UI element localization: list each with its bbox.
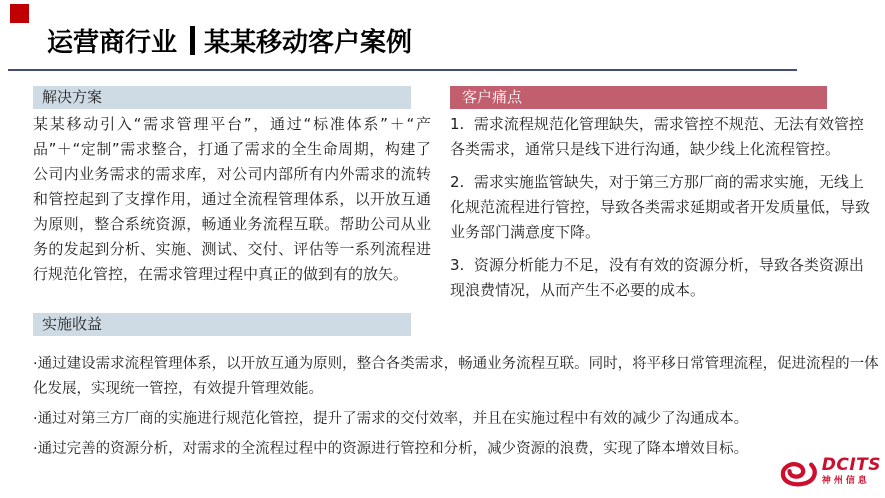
- dcits-logo-name: DCITS: [821, 455, 881, 475]
- benefit-item: ·通过建设需求流程管理体系，以开放互通为原则，整合各类需求，畅通业务流程互联。同时，将平移日常管理流程，促进流程的一体化发展，实现统一管控，有效提升管理效能。: [33, 356, 879, 397]
- page-title-suffix: 某某移动客户案例: [204, 28, 413, 58]
- solution-section-header: 解决方案: [33, 86, 411, 109]
- pain-point-item: 3. 资源分析能力不足，没有有效的资源分析，导致各类资源出现浪费情况，从而产生不必要的成本。: [450, 256, 864, 299]
- benefit-item: ·通过对第三方厂商的实施进行规范化管控，提升了需求的交付效率，并且在实施过程中有效的减少了沟通成本。: [33, 411, 749, 427]
- title-divider: [190, 26, 195, 55]
- pain-point-item: 1. 需求流程规范化管理缺失，需求管控不规范、无法有效管控各类需求，通常只是线下进行沟通，缺少线上化流程管控。: [450, 115, 864, 158]
- pain-points-section-header: 客户痛点: [450, 86, 827, 109]
- pain-points-list: [450, 112, 876, 311]
- page-title-prefix: 运营商行业: [47, 28, 178, 58]
- dcits-logo: [777, 457, 881, 490]
- dcits-swirl-icon: [777, 458, 819, 490]
- pain-point-item: 2. 需求实施监管缺失，对于第三方那厂商的需求实施，无线上化规范流程进行管控，导致各类需求延期或者开发质量低，导致业务部门满意度下降。: [450, 173, 871, 241]
- page-title: [47, 22, 412, 59]
- title-rule: [8, 69, 797, 71]
- benefit-item: ·通过完善的资源分析，对需求的全流程过程中的资源进行管控和分析，减少资源的浪费，实现了降本增效目标。: [33, 441, 749, 457]
- solution-body-text: 某某移动引入“需求管理平台”，通过“标准体系”＋“产品”＋“定制”需求整合，打通了需求的全生命周期，构建了公司内业务需求的需求库，对公司内部所有内外需求的流转和管控起到了支撑作用，通过全流程管理体系，以开放互通为原则，整合系统资源，畅通业务流程互联。帮助公司从业务的发起到分析、实施、测试、交付、评估等一系列流程进行规范化管控，在需求管理过程中真正的做到有的放矢。: [33, 115, 431, 283]
- benefits-list: [33, 352, 881, 467]
- dcits-logo-text: [822, 457, 881, 486]
- accent-square: [10, 4, 29, 23]
- benefits-section-header: 实施收益: [33, 313, 411, 336]
- dcits-logo-subtitle: 神州信息: [821, 476, 870, 486]
